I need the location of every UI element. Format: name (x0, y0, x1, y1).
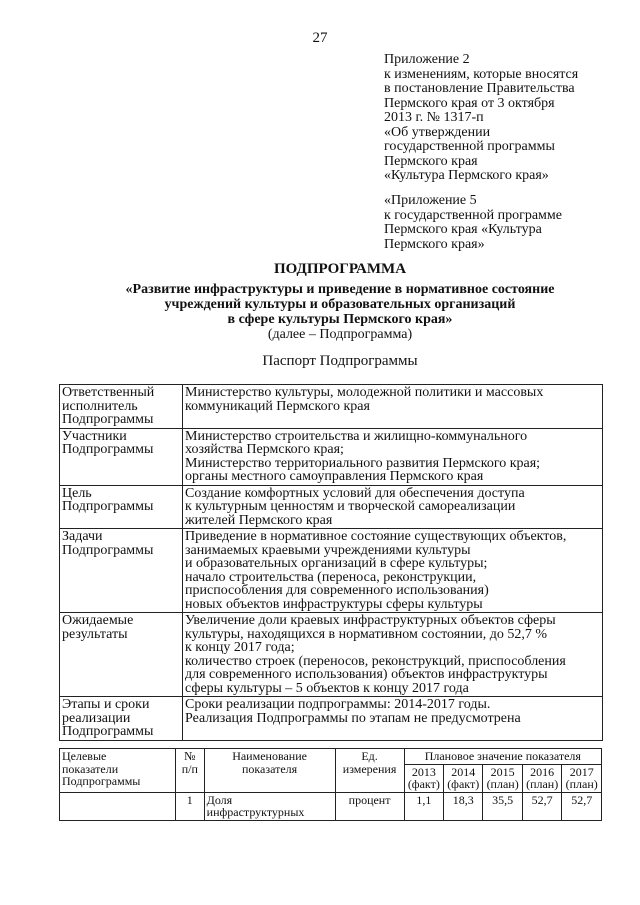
indicator-value: 52,7 (522, 792, 562, 820)
year-label: 2015 (490, 764, 515, 779)
indicators-table (59, 748, 602, 821)
appendix-line: государственной программы (384, 139, 555, 154)
header-line: Ед. (361, 749, 378, 763)
indicators-data-row (60, 792, 602, 820)
year-type: (план) (526, 777, 559, 791)
value-line: Министерство строительства и жилищно-коммунального (185, 428, 528, 444)
passport-row (60, 385, 603, 429)
appendix-line: к государственной программе (384, 207, 562, 223)
label-line: Подпрограммы (62, 542, 154, 558)
value-line: начало строительства (переноса, реконструкции, (185, 569, 477, 585)
plan-values-header: Плановое значение показателя (404, 749, 601, 765)
header-line: показатели (62, 761, 119, 776)
label-line: Ответственный (62, 385, 155, 400)
year-label: 2013 (411, 764, 436, 779)
passport-row (60, 428, 603, 485)
label-line: Ожидаемые (62, 613, 134, 628)
passport-row (60, 529, 603, 613)
passport-label (60, 697, 183, 741)
label-line: Подпрограммы (62, 442, 154, 457)
label-line: Подпрограммы (62, 724, 154, 739)
appendix-line: Пермского края (384, 153, 478, 169)
value-line: к концу 2017 года; (185, 640, 295, 655)
subprogram-title-line: в сфере культуры Пермского края» (227, 312, 453, 327)
passport-row (60, 613, 603, 697)
appendix-5-block (384, 194, 624, 252)
indicator-value: 1,1 (404, 792, 443, 820)
header-line: измерения (342, 761, 397, 776)
subprogram-title-line: «Развитие инфраструктуры и приведение в нормативное состояние (125, 282, 555, 297)
appendix-line: «Приложение 5 (384, 193, 477, 208)
appendix-line: «Об утверждении (384, 124, 491, 140)
label-line: Участники (62, 428, 127, 444)
year-header (562, 764, 602, 792)
passport-value (183, 485, 603, 529)
year-header (404, 764, 443, 792)
appendix-line: к изменениям, которые вносятся (384, 66, 579, 82)
value-line: и образовательных организаций в сфере культуры; (185, 556, 488, 571)
value-line: приспособления для современного использования) (185, 583, 489, 598)
label-line: результаты (62, 626, 128, 642)
year-type: (факт) (447, 777, 480, 791)
page-number: 27 (312, 30, 328, 46)
document-heading: ПОДПРОГРАММА (273, 261, 407, 277)
passport-value (183, 613, 603, 697)
indicator-unit: процент (335, 792, 404, 820)
header-line: № (184, 749, 196, 763)
year-label: 2017 (569, 764, 594, 779)
value-line: Приведение в нормативное состояние существующих объектов, (185, 529, 567, 544)
label-line: Цель (62, 485, 92, 501)
appendix-line: Пермского края» (384, 236, 485, 252)
value-line: для современного использования) объектов инфраструктуры (185, 667, 548, 682)
value-line: новых объектов инфраструктуры сферы культуры (185, 596, 483, 612)
passport-value (183, 428, 603, 485)
indicators-header-row (60, 749, 602, 765)
value-line: хозяйства Пермского края; (185, 442, 344, 457)
label-line: Подпрограммы (62, 412, 154, 427)
row-number: 1 (175, 792, 204, 820)
passport-row (60, 485, 603, 529)
appendix-line: 2013 г. № 1317-п (384, 110, 484, 125)
value-line: органы местного самоуправления Пермского края (185, 469, 484, 484)
year-type: (план) (565, 777, 598, 791)
passport-label (60, 428, 183, 485)
appendix-line: Пермского края от 3 октября (384, 95, 555, 111)
header-line: Наименование (232, 749, 307, 763)
label-line: исполнитель (62, 398, 138, 414)
appendix-line: в постановление Правительства (384, 81, 575, 96)
indicator-value: 35,5 (483, 792, 523, 820)
indicator-name (204, 792, 335, 820)
passport-label (60, 613, 183, 697)
value-line: Сроки реализации подпрограммы: 2014-2017 годы. (185, 697, 491, 712)
value-line: сферы культуры – 5 объектов к концу 2017 года (185, 680, 469, 696)
unit-header (335, 749, 404, 793)
value-line: Реализация Подпрограммы по этапам не предусмотрена (185, 710, 521, 726)
year-label: 2014 (451, 764, 476, 779)
label-line: Задачи (62, 529, 103, 544)
value-line: Увеличение доли краевых инфраструктурных объектов сферы (185, 613, 556, 628)
value-line: занимаемых краевыми учреждениями культуры (185, 542, 471, 558)
indicator-name-line: инфраструктурных (206, 805, 305, 819)
header-line: п/п (181, 761, 198, 776)
passport-value (183, 385, 603, 429)
passport-row (60, 697, 603, 741)
year-header (444, 764, 483, 792)
passport-value (183, 529, 603, 613)
header-line: Подпрограммы (62, 774, 141, 788)
appendix-line: Пермского края «Культура (384, 222, 542, 237)
indicator-name-line: Доля (206, 792, 233, 807)
year-header (483, 764, 523, 792)
value-line: Министерство культуры, молодежной политики и массовых (185, 385, 544, 400)
value-line: жителей Пермского края (185, 512, 333, 528)
passport-value (183, 697, 603, 741)
subprogram-title-block (60, 262, 620, 342)
passport-caption: Паспорт Подпрограммы (262, 353, 418, 369)
subprogram-title-line: учреждений культуры и образовательных организаций (164, 297, 516, 312)
empty-cell (60, 792, 176, 820)
value-line: Создание комфортных условий для обеспечения доступа (185, 485, 525, 501)
appendix-2-block (384, 53, 624, 184)
indicator-name-header (204, 749, 335, 793)
label-line: Подпрограммы (62, 499, 154, 514)
target-indicators-header (60, 749, 176, 793)
value-line: к культурным ценностям и творческой самореализации (185, 499, 516, 514)
year-type: (план) (486, 777, 519, 791)
passport-label (60, 385, 183, 429)
appendix-line: Приложение 2 (384, 52, 470, 67)
passport-table (59, 384, 603, 741)
indicator-value: 52,7 (562, 792, 602, 820)
value-line: культуры, находящихся в нормативном состоянии, до 52,7 % (185, 626, 547, 642)
number-header (175, 749, 204, 793)
value-line: коммуникаций Пермского края (185, 398, 370, 414)
year-label: 2016 (530, 764, 555, 779)
header-line: показателя (241, 761, 298, 776)
value-line: количество строек (переносов, реконструкций, приспособления (185, 653, 566, 669)
appendix-line: «Культура Пермского края» (384, 168, 549, 183)
value-line: Министерство территориального развития Пермского края; (185, 455, 541, 471)
header-line: Целевые (62, 749, 107, 763)
indicator-value: 18,3 (444, 792, 483, 820)
passport-label (60, 485, 183, 529)
passport-label (60, 529, 183, 613)
year-type: (факт) (407, 777, 440, 791)
label-line: реализации (62, 710, 131, 726)
year-header (522, 764, 562, 792)
subprogram-note: (далее – Подпрограмма) (267, 327, 413, 342)
label-line: Этапы и сроки (62, 697, 150, 712)
